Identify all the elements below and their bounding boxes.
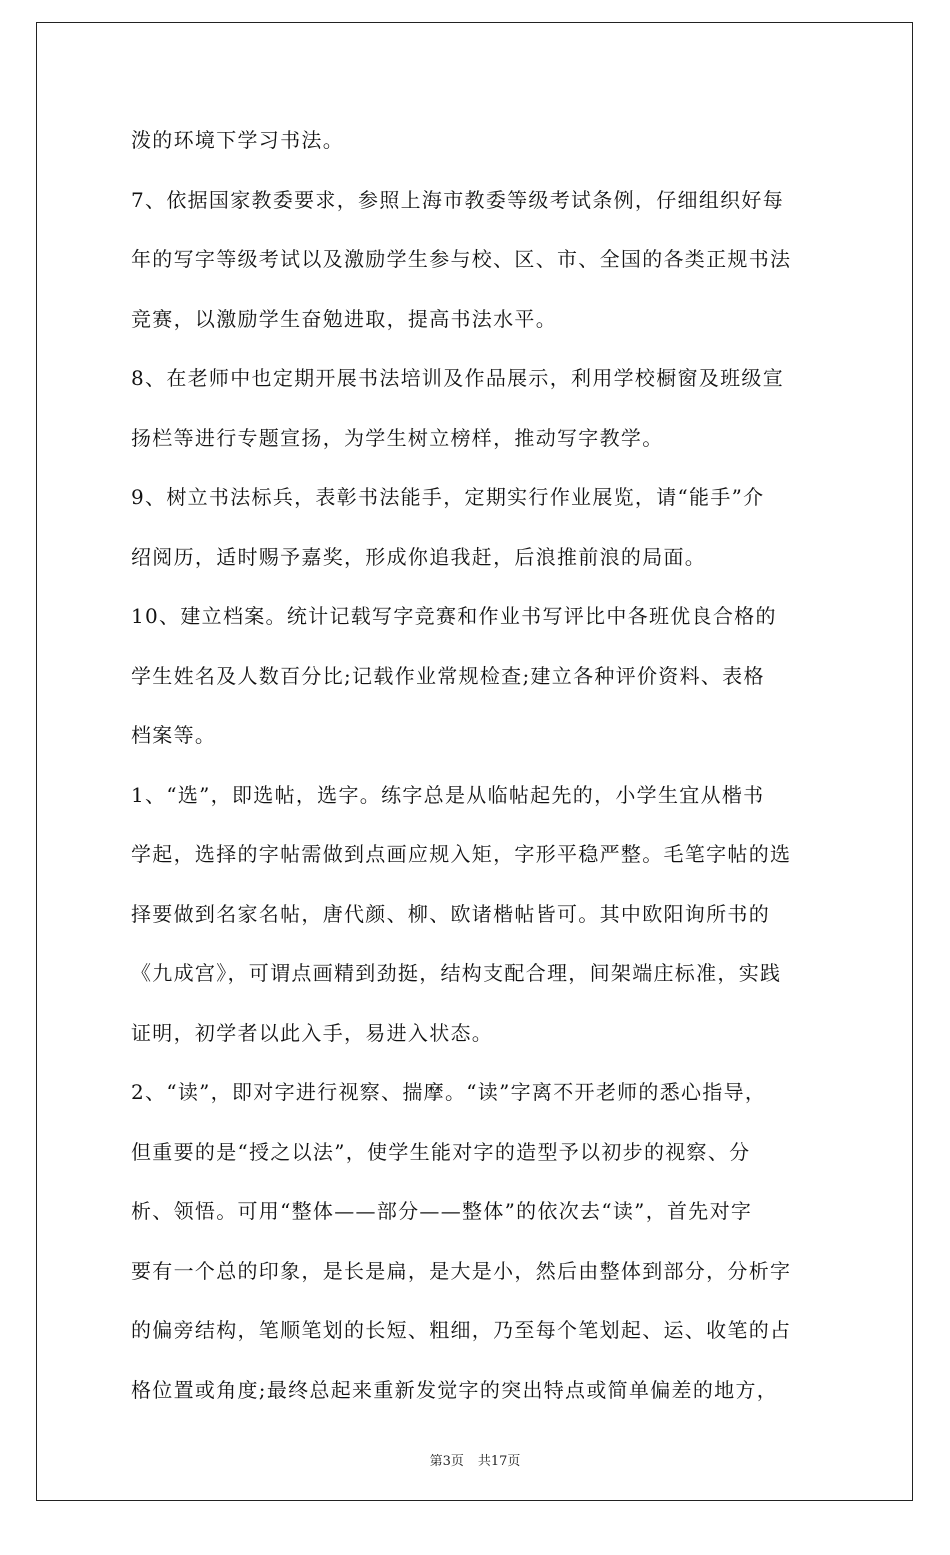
text-line: 竞赛，以激励学生奋勉进取，提高书法水平。 [131,306,557,331]
text-line: 的偏旁结构，笔顺笔划的长短、粗细，乃至每个笔划起、运、收笔的占 [131,1318,792,1342]
text-line: 扬栏等进行专题宣扬，为学生树立榜样，推动写字教学。 [131,425,664,450]
page-footer [0,1450,950,1469]
text-line: 析、领悟。可用“整体——部分——整体”的依次去“读”，首先对字 [131,1199,753,1223]
text-line: 档案等。 [131,723,217,747]
text-line: 绍阅历，适时赐予嘉奖，形成你追我赶，后浪推前浪的局面。 [131,544,707,569]
page-total: 共17页 [477,1454,521,1469]
text-line: 1、“选”，即选帖，选字。练字总是从临帖起先的，小学生宜从楷书 [131,782,765,807]
text-line: 但重要的是“授之以法”，使学生能对字的造型予以初步的视察、分 [131,1139,751,1164]
text-line: 学生姓名及人数百分比;记载作业常规检查;建立各种评价资料、表格 [131,663,765,688]
text-line: 10、建立档案。统计记载写字竞赛和作业书写评比中各班优良合格的 [131,604,777,628]
text-line: 9、树立书法标兵，表彰书法能手，定期实行作业展览，请“能手”介 [131,485,765,509]
text-line: 泼的环境下学习书法。 [131,128,344,152]
document-body [131,120,831,1429]
text-line: 《九成宫》，可谓点画精到劲挺，结构支配合理，间架端庄标准，实践 [131,961,782,985]
text-line: 格位置或角度;最终总起来重新发觉字的突出特点或简单偏差的地方， [131,1377,779,1402]
text-line: 择要做到名家名帖，唐代颜、柳、欧诸楷帖皆可。其中欧阳询所书的 [131,901,770,926]
page-number: 第3页 [429,1454,464,1469]
text-line: 2、“读”，即对字进行视察、揣摩。“读”字离不开老师的悉心指导， [131,1080,767,1104]
text-line: 要有一个总的印象，是长是扁，是大是小，然后由整体到部分，分析字 [131,1258,792,1283]
text-line: 证明，初学者以此入手，易进入状态。 [131,1020,494,1045]
text-line: 7、依据国家教委要求，参照上海市教委等级考试条例，仔细组织好每 [131,187,785,212]
text-line: 8、在老师中也定期开展书法培训及作品展示，利用学校橱窗及班级宣 [131,366,785,390]
text-line: 年的写字等级考试以及激励学生参与校、区、市、全国的各类正规书法 [131,247,792,271]
text-line: 学起，选择的字帖需做到点画应规入矩，字形平稳严整。毛笔字帖的选 [131,842,792,866]
